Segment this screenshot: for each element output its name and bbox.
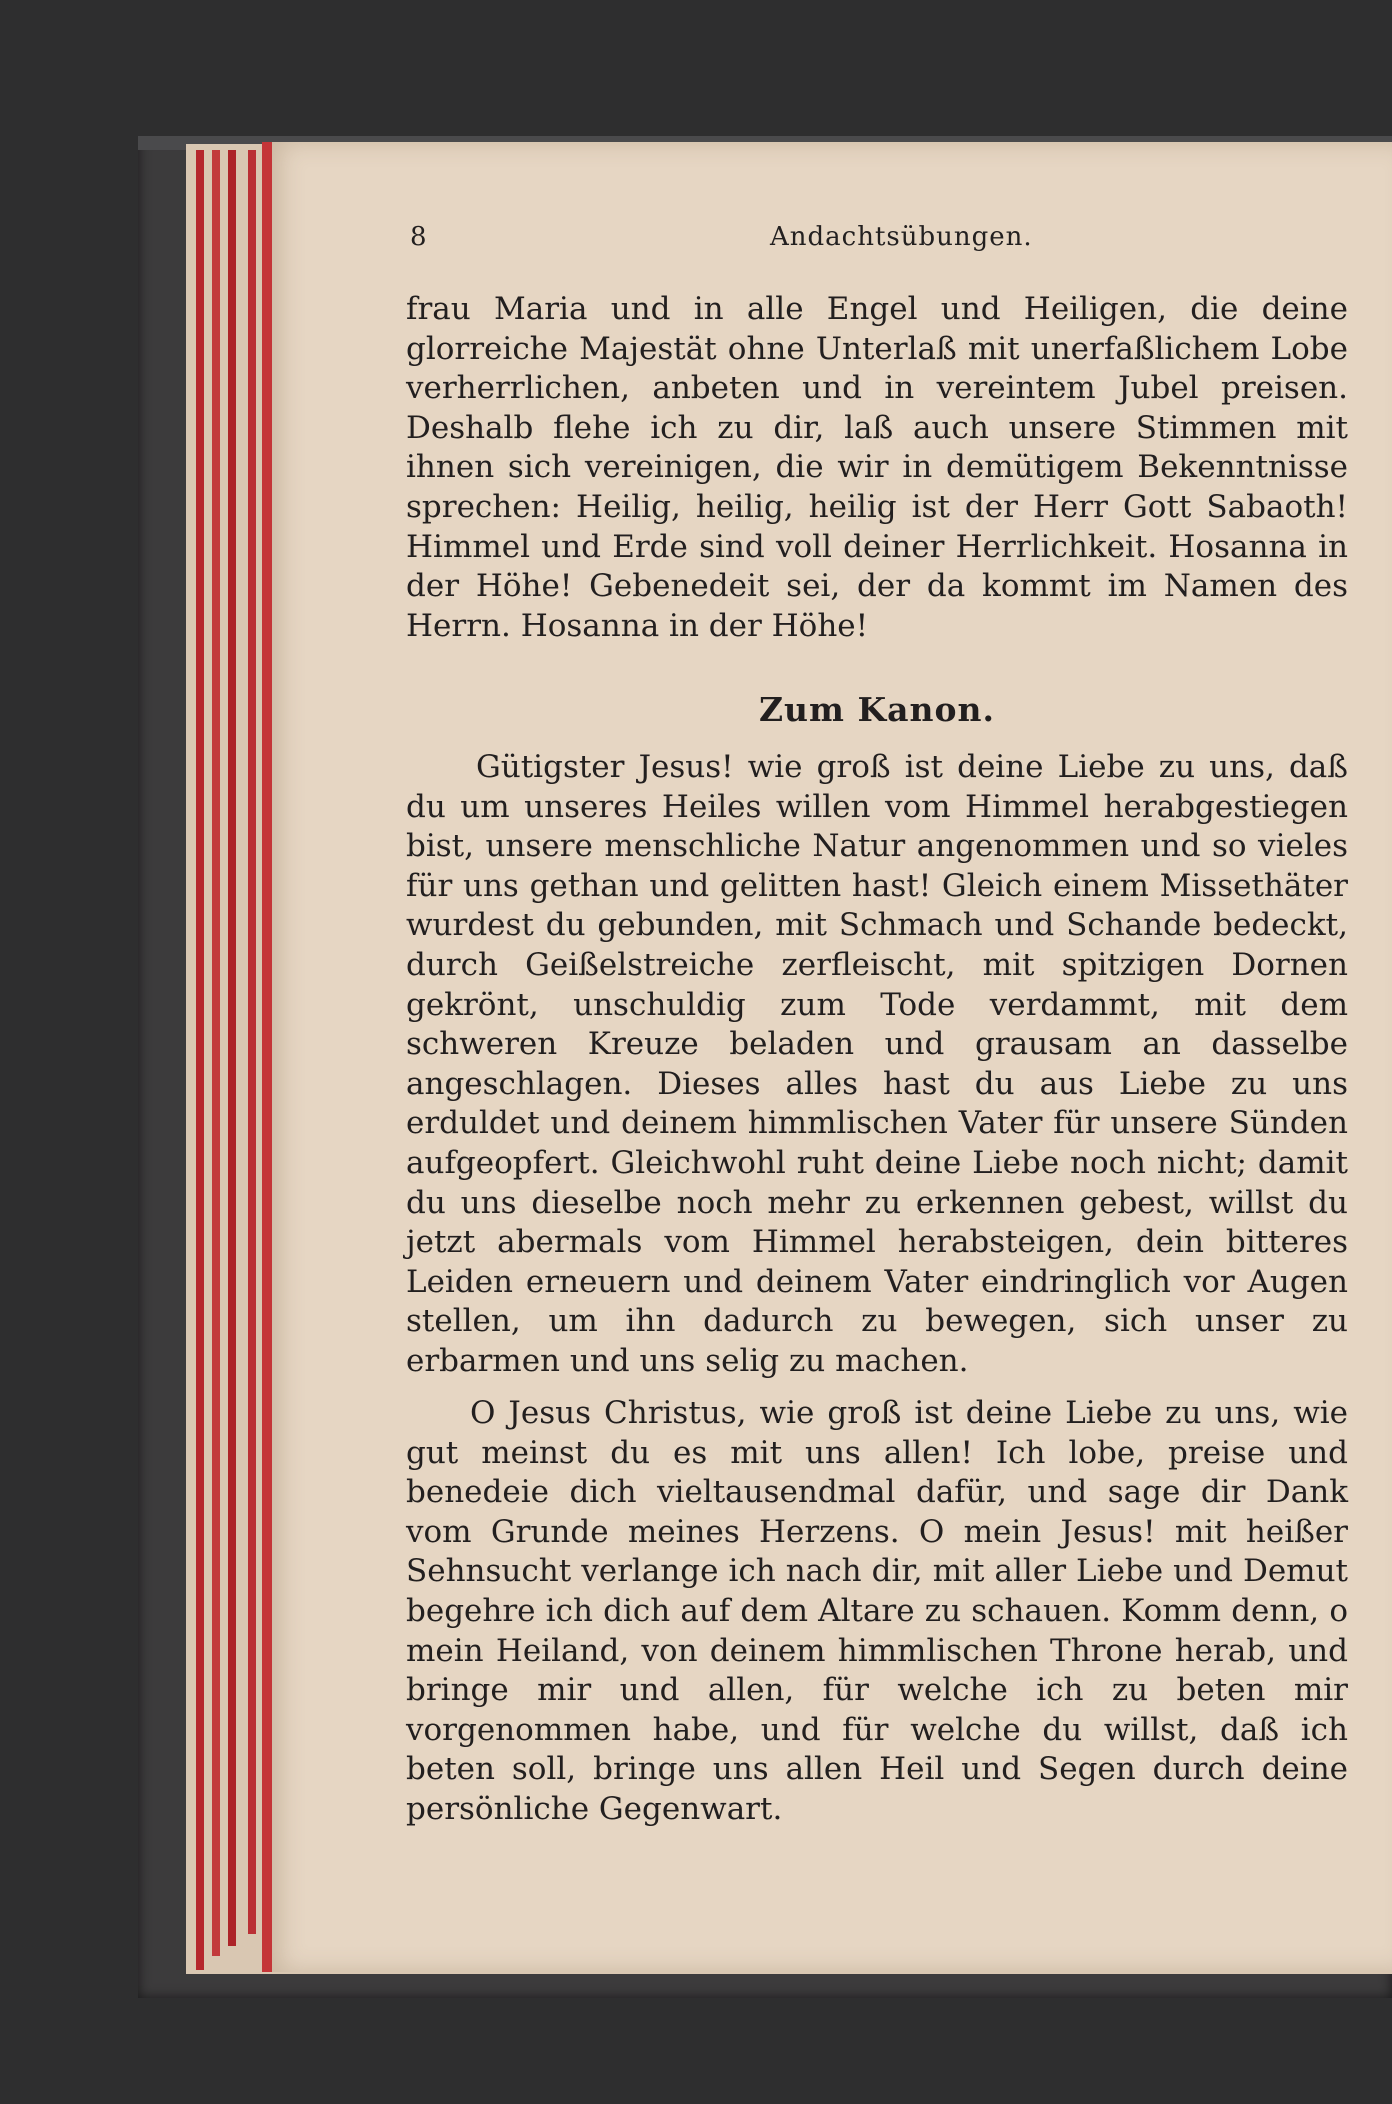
red-page-edge <box>196 150 204 1970</box>
red-page-edge <box>248 150 256 1934</box>
page-number: 8 <box>410 222 427 252</box>
paragraph-text: Gütigster Jesus! wie groß ist deine Liebe zu uns, daß du um unseres Heiles willen vom Himmel herabgestiegen bist, unsere menschliche Natur angenommen und so vieles für uns gethan und gelitten hast! Gleich einem Missethäter wurdest du gebunden, mit Schmach und Schande bedeckt, durch Geißelstreiche zerfleischt, mit spitzigen Dornen gekrönt, unschuldig zum Tode verdammt, mit dem schweren Kreuze beladen und grausam an dasselbe angeschlagen. Dieses alles hast du aus Liebe zu uns erduldet und deinem himmlischen Vater für unsere Sünden aufgeopfert. Gleichwohl ruht deine Liebe noch nicht; damit du uns dieselbe noch mehr zu erkennen gebest, willst du jetzt abermals vom Himmel herabsteigen, dein bitteres Leiden erneuern und deinem Vater eindringlich vor Augen stellen, um ihn dadurch zu bewegen, sich unser zu erbarmen und uns selig zu machen. <box>406 749 1348 1379</box>
paragraph-text: O Jesus Christus, wie groß ist deine Liebe zu uns, wie gut meinst du es mit uns allen! Ich lobe, preise und benedeie dich vieltausendmal dafür, und sage dir Dank vom Grunde meines Herzens. O mein Jesus! mit heißer Sehnsucht verlange ich nach dir, mit aller Liebe und Demut begehre ich dich auf dem Altare zu schauen. Komm denn, o mein Heiland, von deinem himmlischen Throne herab, und bringe mir und allen, für welche ich zu beten mir vorgenommen habe, und für welche du willst, daß ich beten soll, bringe uns allen Heil und Segen durch deine persönliche Gegenwart. <box>406 1395 1348 1827</box>
running-title: Andachtsübungen. <box>770 222 1033 252</box>
section-heading: Zum Kanon. <box>758 690 996 729</box>
paragraph <box>406 748 1348 1382</box>
paragraph <box>406 290 1348 646</box>
page-header <box>410 222 1340 262</box>
paragraph <box>406 1394 1348 1830</box>
page-gutter-edge <box>262 142 272 1972</box>
red-page-edge <box>212 150 220 1956</box>
paragraph-text: frau Maria und in alle Engel und Heiligen, die deine glorreiche Majestät ohne Unterlaß mit unerfaßlichem Lobe verherrlichen, anbeten und in vereintem Jubel preisen. Deshalb flehe ich zu dir, laß auch unsere Stimmen mit ihnen sich vereinigen, die wir in demütigem Bekenntnisse sprechen: Heilig, heilig, heilig ist der Herr Gott Sabaoth! Himmel und Erde sind voll deiner Herrlichkeit. Hosanna in der Höhe! Gebenedeit sei, der da kommt im Namen des Herrn. Hosanna in der Höhe! <box>406 291 1348 644</box>
red-page-edge <box>228 150 236 1946</box>
